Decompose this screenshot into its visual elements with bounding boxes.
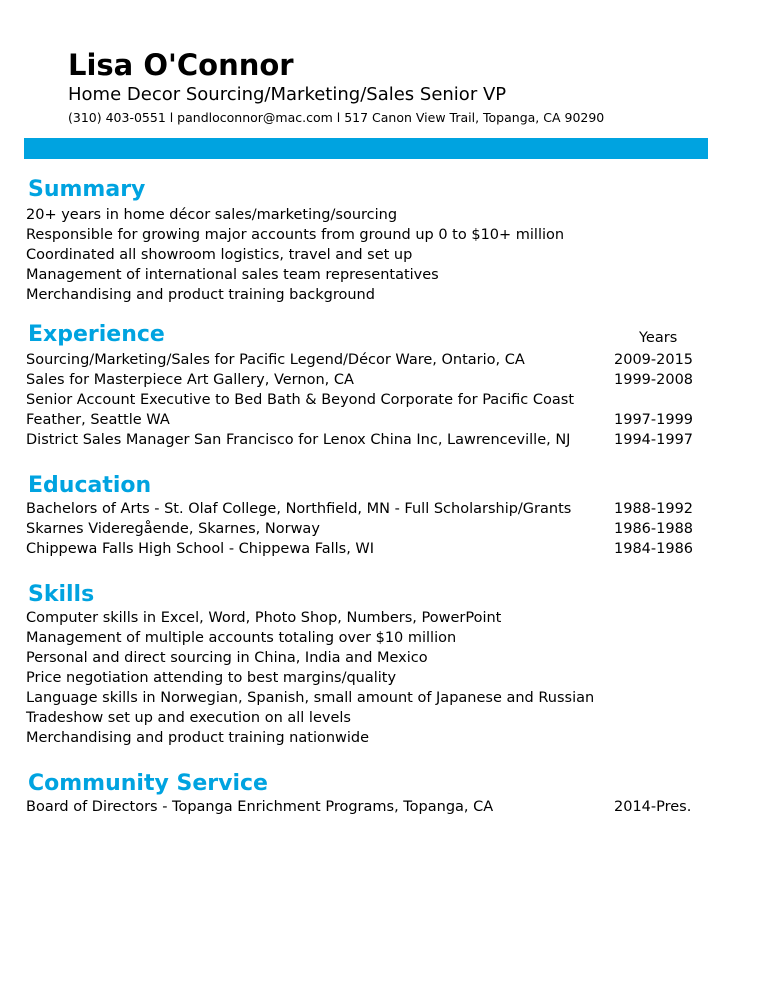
experience-item [26, 370, 702, 390]
skill-item: Merchandising and product training nationwide [26, 730, 370, 746]
contact-info: (310) 403-0551 l pandloconnor@mac.com l 517 Canon View Trail, Topanga, CA 90290 [68, 110, 605, 125]
experience-item [26, 430, 702, 450]
community-item [26, 797, 702, 817]
skill-item: Tradeshow set up and execution on all levels [26, 710, 351, 726]
education-text: Bachelors of Arts - St. Olaf College, Northfield, MN - Full Scholarship/Grants [26, 501, 572, 517]
experience-item [26, 390, 702, 410]
summary-item: Coordinated all showroom logistics, travel and set up [26, 247, 413, 263]
experience-years: 1994-1997 [614, 432, 694, 448]
section-heading-education: Education [28, 473, 152, 498]
education-years: 1988-1992 [614, 501, 694, 517]
community-text: Board of Directors - Topanga Enrichment Programs, Topanga, CA [26, 799, 494, 815]
experience-text: Sourcing/Marketing/Sales for Pacific Legend/Décor Ware, Ontario, CA [26, 352, 525, 368]
education-years: 1986-1988 [614, 521, 694, 537]
experience-item [26, 350, 702, 370]
section-heading-experience: Experience [28, 322, 165, 347]
experience-text: Senior Account Executive to Bed Bath & Beyond Corporate for Pacific Coast [26, 392, 575, 408]
education-item [26, 499, 702, 519]
summary-item: Responsible for growing major accounts from ground up 0 to $10+ million [26, 227, 565, 243]
experience-item [26, 410, 702, 430]
skill-item: Personal and direct sourcing in China, India and Mexico [26, 650, 428, 666]
education-section [26, 473, 702, 559]
accent-divider-bar [24, 138, 708, 159]
skill-item: Price negotiation attending to best margins/quality [26, 670, 397, 686]
experience-text: District Sales Manager San Francisco for Lenox China Inc, Lawrenceville, NJ [26, 432, 571, 448]
experience-section [26, 322, 702, 450]
section-heading-skills: Skills [28, 582, 95, 607]
skill-item: Management of multiple accounts totaling over $10 million [26, 630, 457, 646]
skills-section [26, 582, 702, 748]
education-item [26, 519, 702, 539]
education-item [26, 539, 702, 559]
skill-item: Computer skills in Excel, Word, Photo Shop, Numbers, PowerPoint [26, 610, 502, 626]
resume-header [68, 48, 604, 126]
community-years: 2014-Pres. [614, 799, 692, 815]
education-years: 1984-1986 [614, 541, 694, 557]
summary-item: Management of international sales team representatives [26, 267, 439, 283]
experience-text: Feather, Seattle WA [26, 412, 170, 428]
experience-text: Sales for Masterpiece Art Gallery, Vernon, CA [26, 372, 354, 388]
job-title: Home Decor Sourcing/Marketing/Sales Senior VP [68, 84, 507, 105]
education-text: Chippewa Falls High School - Chippewa Falls, WI [26, 541, 375, 557]
summary-item: 20+ years in home décor sales/marketing/sourcing [26, 207, 398, 223]
person-name: Lisa O'Connor [68, 48, 294, 82]
summary-section [26, 177, 702, 305]
community-section [26, 771, 702, 817]
years-column-header: Years [639, 330, 678, 346]
section-heading-summary: Summary [28, 177, 146, 202]
section-heading-community: Community Service [28, 771, 268, 796]
education-text: Skarnes Videregående, Skarnes, Norway [26, 521, 320, 537]
experience-years: 1997-1999 [614, 412, 694, 428]
summary-item: Merchandising and product training background [26, 287, 375, 303]
experience-years: 2009-2015 [614, 352, 694, 368]
skill-item: Language skills in Norwegian, Spanish, small amount of Japanese and Russian [26, 690, 595, 706]
experience-years: 1999-2008 [614, 372, 694, 388]
